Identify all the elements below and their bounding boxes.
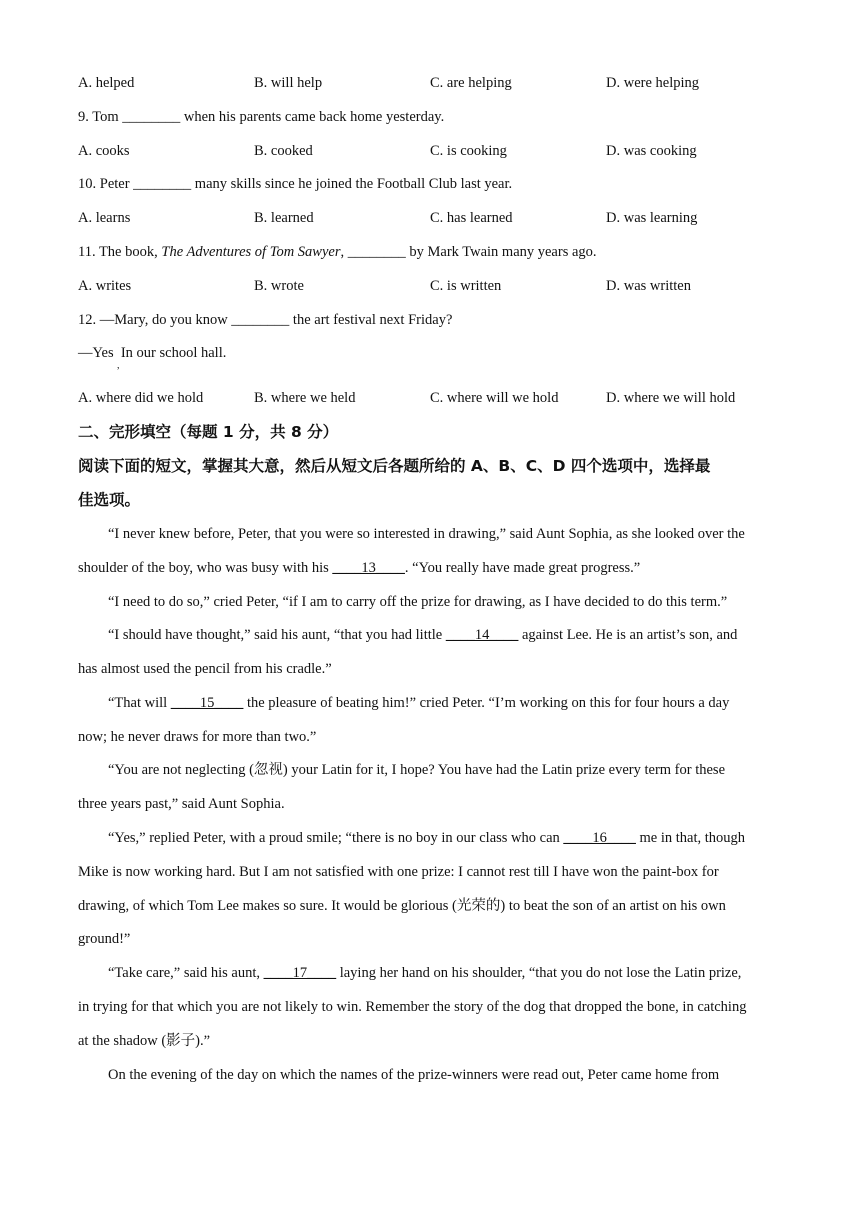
passage-p4-line1: [78, 693, 808, 713]
q10-stem: 10. Peter ________ many skills since he joined the Football Club last year.: [78, 176, 513, 192]
q11-book-title: The Adventures of Tom Sawyer: [161, 244, 341, 260]
q11-option-b[interactable]: B. wrote: [254, 278, 304, 294]
q12-comma-mark: ,: [117, 360, 120, 371]
passage-p1-line2: [78, 558, 778, 578]
passage-p4-line2: now; he never draws for more than two.”: [78, 729, 317, 745]
q8-option-b[interactable]: B. will help: [254, 75, 323, 91]
blank-15[interactable]: ____15____: [170, 695, 244, 711]
passage-p7-line3: at the shadow (影子).”: [78, 1033, 211, 1049]
q11-stem-post: , ________ by Mark Twain many years ago.: [340, 244, 597, 260]
passage-text: “Take care,” said his aunt,: [108, 965, 264, 981]
q8-option-a[interactable]: A. helped: [78, 75, 135, 91]
q11-option-d[interactable]: D. was written: [606, 278, 691, 294]
q12-option-c[interactable]: C. where will we hold: [430, 390, 559, 406]
passage-text: . “You really have made great progress.”: [404, 560, 641, 576]
passage-p3-line2: has almost used the pencil from his cradle.”: [78, 661, 332, 677]
passage-p7-line2: in trying for that which you are not likely to win. Remember the story of the dog that dropped the bone, in catching: [78, 999, 747, 1015]
section-title: 二、完形填空（每题 1 分，共 8 分）: [78, 423, 339, 441]
section-instruction-line1: 阅读下面的短文，掌握其大意，然后从短文后各题所给的 A、B、C、D 四个选项中，选择最: [78, 457, 711, 475]
q9-option-a[interactable]: A. cooks: [78, 143, 130, 159]
q9-stem: 9. Tom ________ when his parents came back home yesterday.: [78, 109, 445, 125]
q8-option-d[interactable]: D. were helping: [606, 75, 700, 91]
passage-p6-line1: [78, 828, 808, 848]
passage-text: “That will: [108, 695, 171, 711]
passage-p7-line1: [78, 963, 808, 983]
passage-p2: “I need to do so,” cried Peter, “if I am to carry off the prize for drawing, as I have decided to do this term.”: [108, 594, 728, 610]
passage-p5-line1: “You are not neglecting (忽视) your Latin for it, I hope? You have had the Latin prize every term for these: [108, 762, 726, 778]
passage-p6-line2: Mike is now working hard. But I am not satisfied with one prize: I cannot rest till I have won the paint-box for: [78, 864, 719, 880]
q11-option-a[interactable]: A. writes: [78, 278, 132, 294]
q9-option-b[interactable]: B. cooked: [254, 143, 313, 159]
passage-text: against Lee. He is an artist’s son, and: [518, 627, 738, 643]
passage-text: me in that, though: [635, 830, 746, 846]
q10-option-a[interactable]: A. learns: [78, 210, 131, 226]
passage-p6-line4: ground!”: [78, 931, 131, 947]
passage-text: “Yes,” replied Peter, with a proud smile; “there is no boy in our class who can: [108, 830, 564, 846]
blank-17[interactable]: ____17____: [263, 965, 337, 981]
blank-13[interactable]: ____13____: [332, 560, 405, 576]
q9-options: [78, 141, 778, 161]
q11-stem-pre: 11. The book,: [78, 244, 162, 260]
q10-options: [78, 208, 778, 228]
passage-p1-line1: “I never knew before, Peter, that you were so interested in drawing,” said Aunt Sophia, as she looked over the: [108, 526, 745, 542]
q9-option-c[interactable]: C. is cooking: [430, 143, 507, 159]
q9-option-d[interactable]: D. was cooking: [606, 143, 697, 159]
q11-options: [78, 276, 778, 296]
passage-text: “I should have thought,” said his aunt, “that you had little: [108, 627, 446, 643]
passage-p8-line1: On the evening of the day on which the names of the prize-winners were read out, Peter came home from: [108, 1067, 720, 1083]
passage-text: laying her hand on his shoulder, “that you do not lose the Latin prize,: [336, 965, 742, 981]
passage-text: the pleasure of beating him!” cried Peter. “I’m working on this for four hours a day: [243, 695, 730, 711]
passage-text: shoulder of the boy, who was busy with his: [78, 560, 333, 576]
passage-p5-line2: three years past,” said Aunt Sophia.: [78, 796, 285, 812]
q12-option-a[interactable]: A. where did we hold: [78, 390, 204, 406]
section-instruction-line2: 佳选项。: [78, 491, 141, 509]
q11-stem: [78, 242, 597, 262]
blank-14[interactable]: ____14____: [445, 627, 519, 643]
passage-p6-line3: drawing, of which Tom Lee makes so sure. It would be glorious (光荣的) to beat the son of an artist on his own: [78, 898, 726, 914]
q8-option-c[interactable]: C. are helping: [430, 75, 512, 91]
q10-option-d[interactable]: D. was learning: [606, 210, 698, 226]
q11-option-c[interactable]: C. is written: [430, 278, 502, 294]
q10-option-c[interactable]: C. has learned: [430, 210, 513, 226]
q12-reply: —Yes In our school hall.: [78, 345, 227, 361]
q8-options: [78, 73, 778, 93]
passage-p3-line1: [78, 625, 808, 645]
q10-option-b[interactable]: B. learned: [254, 210, 314, 226]
q12-option-b[interactable]: B. where we held: [254, 390, 356, 406]
blank-16[interactable]: ____16____: [563, 830, 636, 846]
q12-options: [78, 388, 778, 408]
q12-stem: 12. —Mary, do you know ________ the art festival next Friday?: [78, 312, 453, 328]
q12-option-d[interactable]: D. where we will hold: [606, 390, 736, 406]
